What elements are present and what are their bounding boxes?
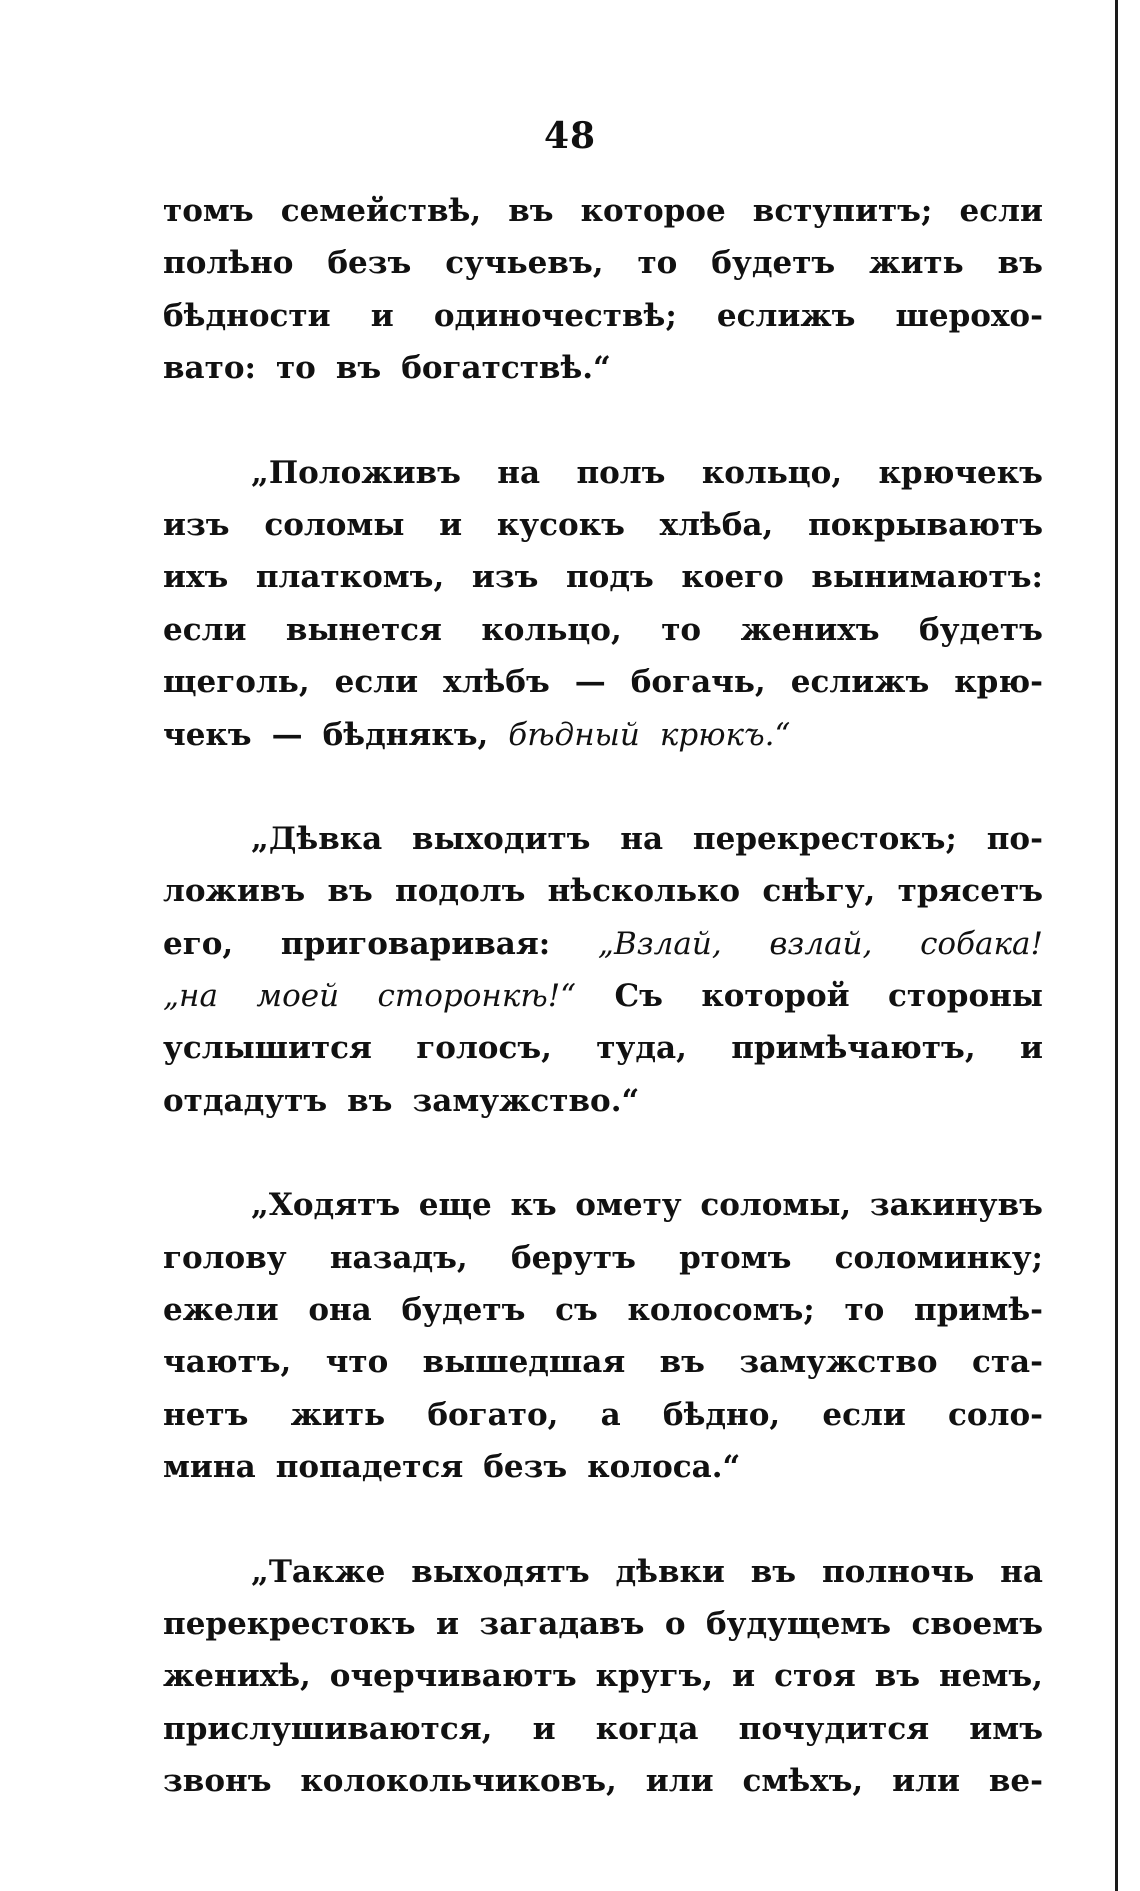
- word: подъ: [565, 559, 654, 596]
- word: богачь,: [630, 664, 766, 701]
- word: коего: [681, 559, 784, 596]
- text-line: [163, 1389, 1043, 1441]
- word: когда: [595, 1710, 699, 1747]
- text-line: [163, 1179, 1043, 1231]
- word: будетъ: [919, 611, 1043, 648]
- word: если: [163, 611, 247, 648]
- word: на: [1000, 1553, 1043, 1590]
- word: ежели: [163, 1292, 279, 1329]
- word: мина: [163, 1449, 256, 1486]
- word: бѣдности: [163, 297, 331, 334]
- word: имъ: [969, 1710, 1043, 1747]
- paragraph: [163, 1179, 1043, 1493]
- text-line: [163, 342, 1043, 394]
- word: почудится: [738, 1710, 930, 1747]
- word: и: [439, 506, 463, 543]
- text-line: [163, 918, 1043, 970]
- word: крюкъ.“: [659, 716, 791, 753]
- word: бѣдный: [508, 716, 640, 753]
- word: въ: [874, 1658, 921, 1695]
- word: покрываютъ: [808, 506, 1043, 543]
- word: —: [271, 716, 303, 753]
- word: жить: [869, 245, 964, 282]
- word: перекрестокъ: [163, 1605, 416, 1642]
- word: съ: [555, 1292, 598, 1329]
- word: его,: [163, 925, 234, 962]
- word: томъ: [163, 193, 254, 229]
- word: хлѣбъ: [443, 664, 550, 701]
- body-text: [163, 185, 1043, 1808]
- word: Съ: [614, 978, 663, 1015]
- word: туда,: [596, 1030, 687, 1067]
- word: трясетъ: [897, 873, 1043, 910]
- word: выходитъ: [412, 820, 591, 857]
- word: „Взлай,: [597, 925, 722, 962]
- word: то: [661, 611, 702, 648]
- word: платкомъ,: [255, 559, 445, 596]
- word: изъ: [163, 506, 230, 543]
- word: „Положивъ: [251, 454, 461, 491]
- word: кольцо,: [481, 611, 622, 648]
- word: полъ: [576, 454, 666, 491]
- word: крючекъ: [878, 454, 1043, 491]
- word: а: [600, 1396, 621, 1433]
- word: бѣднякъ,: [322, 716, 489, 753]
- word: ста-: [971, 1344, 1043, 1381]
- text-line: [163, 1755, 1043, 1807]
- word: крю-: [954, 664, 1043, 701]
- word: примѣ-: [914, 1292, 1043, 1329]
- word: голову: [163, 1239, 287, 1276]
- word: хлѣба,: [659, 506, 774, 543]
- word: богато,: [427, 1396, 559, 1433]
- word: снѣгу,: [762, 873, 876, 910]
- word: кольцо,: [701, 454, 843, 491]
- word: своемъ: [911, 1605, 1043, 1642]
- word: безъ: [483, 1449, 568, 1486]
- word: немъ,: [939, 1658, 1043, 1695]
- word: выходятъ: [411, 1553, 590, 1590]
- word: колоса.“: [587, 1449, 741, 1486]
- word: замужство: [739, 1344, 938, 1381]
- text-line: [163, 237, 1043, 289]
- word: собака!: [920, 925, 1043, 962]
- word: въ: [659, 1344, 705, 1381]
- text-line: [163, 865, 1043, 917]
- word: голосъ,: [416, 1030, 552, 1067]
- word: она: [308, 1292, 372, 1329]
- text-line: [163, 1336, 1043, 1388]
- word: смѣхъ,: [742, 1763, 864, 1800]
- word: перекрестокъ;: [692, 820, 957, 857]
- word: очерчиваютъ: [329, 1658, 577, 1695]
- word: примѣчаютъ,: [731, 1030, 976, 1067]
- word: загадавъ: [479, 1605, 645, 1642]
- text-line: [163, 1546, 1043, 1598]
- word: —: [574, 664, 606, 701]
- text-line: [163, 1022, 1043, 1074]
- word: вступитъ;: [752, 193, 933, 229]
- text-line: [163, 1703, 1043, 1755]
- word: еслижъ: [790, 664, 930, 701]
- text-line: [163, 1598, 1043, 1650]
- page-number: 48: [543, 115, 597, 157]
- word: соломы,: [700, 1187, 852, 1224]
- text-line: [163, 447, 1043, 499]
- text-line: [163, 656, 1043, 708]
- word: „Ходятъ: [251, 1187, 401, 1224]
- word: шерохо-: [895, 297, 1043, 334]
- text-line: [163, 185, 1043, 237]
- word: бѣдно,: [662, 1396, 781, 1433]
- word: на: [497, 454, 541, 491]
- word: и: [732, 1658, 756, 1695]
- word: и: [532, 1710, 556, 1747]
- word: полночь: [821, 1553, 975, 1590]
- word: сучьевъ,: [445, 245, 604, 282]
- word: ихъ: [163, 559, 229, 596]
- text-line: [163, 709, 1043, 761]
- word: омету: [575, 1187, 682, 1224]
- word: щеголь,: [163, 664, 310, 701]
- word: то: [637, 245, 678, 282]
- word: звонъ: [163, 1763, 272, 1800]
- word: жить: [290, 1396, 386, 1433]
- word: въ: [335, 350, 382, 387]
- text-line: [163, 813, 1043, 865]
- text-line: [163, 604, 1043, 656]
- word: которой: [701, 978, 850, 1015]
- word: кругъ,: [595, 1658, 714, 1695]
- word: въ: [347, 1082, 393, 1119]
- word: ложивъ: [163, 873, 306, 910]
- word: еслижъ: [716, 297, 856, 334]
- word: то: [275, 350, 316, 387]
- word: назадъ,: [329, 1239, 468, 1276]
- text-line: [163, 970, 1043, 1022]
- word: стороны: [888, 978, 1043, 1015]
- text-line: [163, 1650, 1043, 1702]
- word: приговаривая:: [280, 925, 551, 962]
- word: еще: [418, 1187, 492, 1224]
- word: отдадутъ: [163, 1082, 328, 1119]
- word: по-: [986, 820, 1043, 857]
- word: соло-: [948, 1396, 1043, 1433]
- paragraph: [163, 813, 1043, 1127]
- word: моей: [256, 978, 340, 1015]
- word: подолъ: [395, 873, 526, 910]
- word: будетъ: [711, 245, 836, 282]
- word: чекъ: [163, 716, 252, 753]
- paragraph: [163, 1546, 1043, 1808]
- text-line: [163, 1284, 1043, 1336]
- word: о: [664, 1605, 686, 1642]
- word: вынется: [285, 611, 442, 648]
- word: попадется: [275, 1449, 464, 1486]
- word: женихъ: [740, 611, 880, 648]
- text-line: [163, 499, 1043, 551]
- word: или: [645, 1763, 714, 1800]
- text-line: [163, 1441, 1043, 1493]
- word: которое: [580, 193, 726, 229]
- word: дѣвки: [615, 1553, 725, 1590]
- page-edge-rule: [1115, 0, 1118, 1891]
- word: то: [844, 1292, 885, 1329]
- word: будущемъ: [706, 1605, 892, 1642]
- word: на: [620, 820, 664, 857]
- word: семействѣ,: [280, 193, 482, 229]
- word: замужство.“: [412, 1082, 640, 1119]
- word: нетъ: [163, 1396, 249, 1433]
- word: и: [1019, 1030, 1043, 1067]
- word: „Также: [251, 1553, 386, 1590]
- word: вышедшая: [422, 1344, 626, 1381]
- word: ртомъ: [679, 1239, 792, 1276]
- word: и: [370, 297, 394, 334]
- word: вынимаютъ:: [811, 559, 1043, 596]
- word: чаютъ,: [163, 1344, 292, 1381]
- word: соломы: [264, 506, 405, 543]
- word: „на: [163, 978, 218, 1015]
- word: „Дѣвка: [251, 820, 383, 857]
- text-line: [163, 1232, 1043, 1284]
- word: ве-: [988, 1763, 1043, 1800]
- word: или: [892, 1763, 960, 1800]
- word: богатствѣ.“: [401, 350, 611, 387]
- word: въ: [508, 193, 554, 229]
- word: колосомъ;: [627, 1292, 815, 1329]
- word: колокольчиковъ,: [300, 1763, 617, 1800]
- word: взлай,: [769, 925, 873, 962]
- word: въ: [997, 245, 1043, 282]
- word: къ: [510, 1187, 557, 1224]
- word: вато:: [163, 350, 256, 387]
- word: прислушиваются,: [163, 1710, 493, 1747]
- word: соломинку;: [834, 1239, 1043, 1276]
- text-line: [163, 1075, 1043, 1127]
- paragraph: [163, 185, 1043, 395]
- text-line: [163, 290, 1043, 342]
- paragraph: [163, 447, 1043, 761]
- word: закинувъ: [869, 1187, 1043, 1224]
- word: услышится: [163, 1030, 372, 1067]
- word: безъ: [327, 245, 412, 282]
- word: кусокъ: [496, 506, 625, 543]
- word: женихѣ,: [163, 1658, 311, 1695]
- word: если: [822, 1396, 906, 1433]
- word: полѣно: [163, 245, 294, 282]
- word: въ: [327, 873, 373, 910]
- word: стоя: [774, 1658, 856, 1695]
- word: будетъ: [401, 1292, 526, 1329]
- word: въ: [750, 1553, 797, 1590]
- word: если: [959, 193, 1043, 229]
- word: если: [334, 664, 419, 701]
- word: сторонкѣ!“: [377, 978, 577, 1015]
- word: одиночествѣ;: [433, 297, 677, 334]
- word: что: [325, 1344, 389, 1381]
- text-line: [163, 551, 1043, 603]
- word: нѣсколько: [547, 873, 741, 910]
- word: изъ: [471, 559, 539, 596]
- word: и: [435, 1605, 459, 1642]
- word: берутъ: [510, 1239, 636, 1276]
